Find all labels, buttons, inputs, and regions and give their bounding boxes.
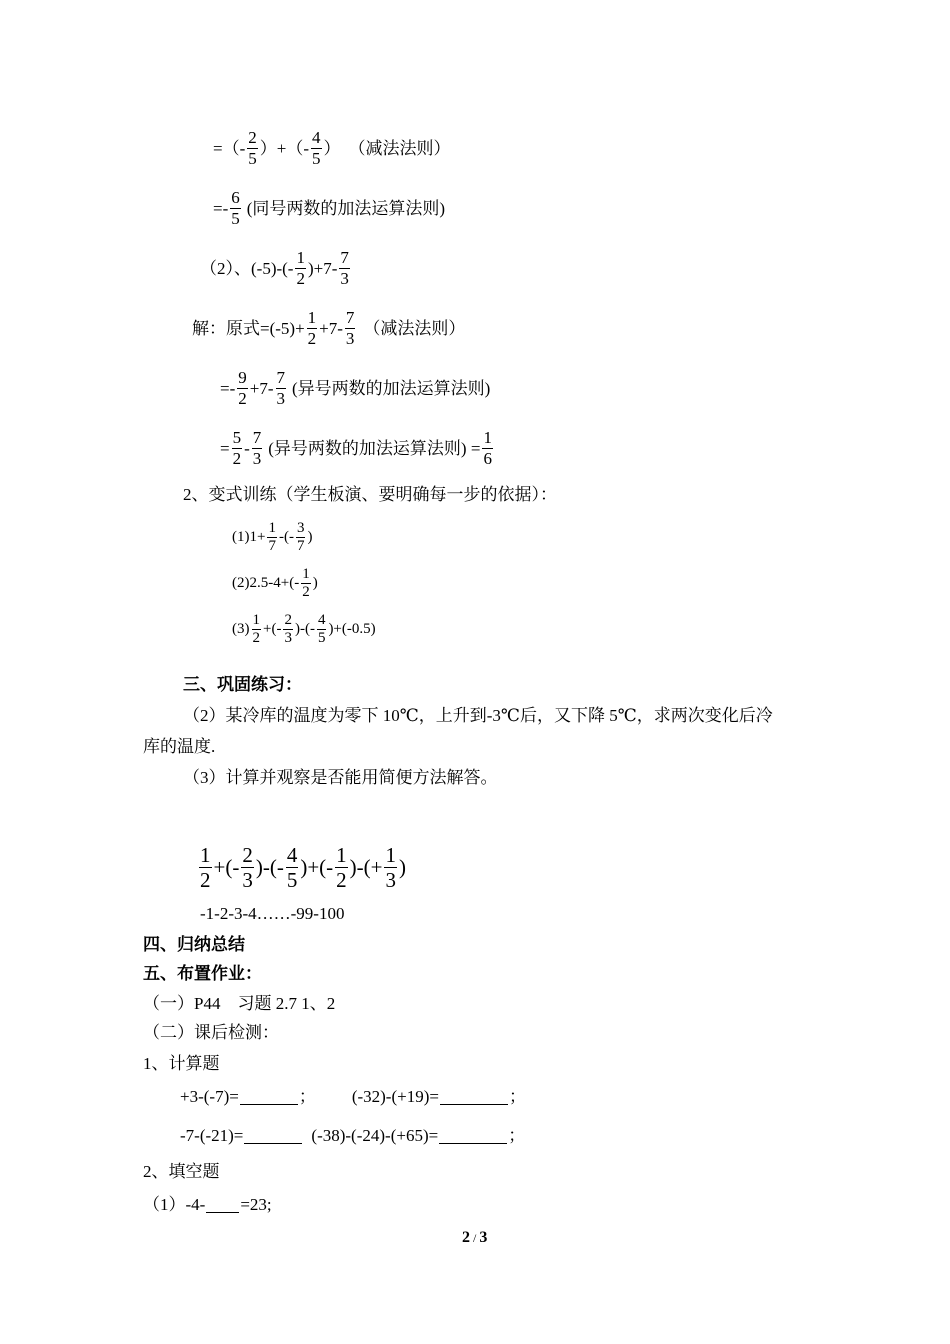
fraction: 1 6 xyxy=(483,428,492,468)
series-expression: -1-2-3-4……-99-100 xyxy=(200,904,345,923)
answer-blank xyxy=(206,1196,239,1213)
fraction: 4 5 xyxy=(312,128,321,168)
answer-blank xyxy=(439,1127,507,1144)
variant-exercise-1 xyxy=(232,520,312,556)
derivation-step-2 xyxy=(213,188,445,228)
fraction: 7 3 xyxy=(345,308,355,348)
text: )+7- xyxy=(307,258,338,278)
solution-line-1 xyxy=(192,308,465,348)
rule-note: (异号两数的加法运算法则) xyxy=(292,378,491,398)
text: = xyxy=(220,438,230,458)
text: =（- xyxy=(213,138,246,158)
page-number xyxy=(462,1230,487,1246)
fraction: 1 2 xyxy=(307,308,317,348)
text: （1）-4- xyxy=(143,1195,206,1214)
fraction: 6 5 xyxy=(231,188,240,228)
rule-note: (异号两数的加法运算法则) = xyxy=(268,438,481,458)
calc-title: 1、计算题 xyxy=(143,1054,220,1073)
section-5-title: 五、布置作业： xyxy=(143,964,262,983)
homework-2: （二）课后检测： xyxy=(143,1023,279,1042)
fraction: 3 7 xyxy=(296,520,305,555)
text: (2)2.5-4+(- xyxy=(232,575,300,592)
practice-q2-line1: （2）某冷库的温度为零下 10℃，上升到-3℃后，又下降 5℃，求两次变化后冷 xyxy=(183,706,773,725)
fraction: 5 2 xyxy=(232,428,242,468)
answer-blank xyxy=(240,1088,298,1105)
separator: ； xyxy=(298,1087,316,1106)
fraction: 1 2 xyxy=(296,248,305,288)
text: +(- xyxy=(263,621,282,638)
separator: ； xyxy=(508,1087,526,1106)
calc-item-3: -7-(-21)= xyxy=(180,1126,244,1145)
rule-note: （减法法则） xyxy=(348,138,451,158)
fraction: 4 5 xyxy=(286,843,298,893)
text: =23; xyxy=(240,1195,272,1214)
section-4-title: 四、归纳总结 xyxy=(143,935,245,954)
answer-blank xyxy=(440,1088,508,1105)
fill-title: 2、填空题 xyxy=(143,1162,220,1181)
variant-heading: 2、变式训练（学生板演、要明确每一步的依据）： xyxy=(183,485,557,504)
text: -(- xyxy=(278,529,294,546)
text: )-(+ xyxy=(349,855,383,880)
fraction: 1 2 xyxy=(336,843,347,893)
practice-q2-line2: 库的温度. xyxy=(143,737,216,756)
fraction: 1 2 xyxy=(302,566,310,601)
fraction: 7 3 xyxy=(252,428,262,468)
fraction: 2 5 xyxy=(248,128,257,168)
calc-item-2: (-32)-(+19)= xyxy=(351,1087,439,1106)
text: )-(- xyxy=(255,855,284,880)
text: )+(- xyxy=(300,855,334,880)
fraction: 1 7 xyxy=(268,520,276,555)
separator: ； xyxy=(508,1126,526,1145)
calc-item-4: (-38)-(-24)-(+65)= xyxy=(311,1126,439,1145)
total-pages: 3 xyxy=(479,1229,488,1246)
practice-expression xyxy=(197,843,406,892)
fill-item-1 xyxy=(143,1196,272,1213)
current-page: 2 xyxy=(462,1229,470,1246)
text: +(- xyxy=(213,855,240,880)
calc-item-1: +3-(-7)= xyxy=(180,1087,239,1106)
text: =- xyxy=(220,378,236,398)
text: +7- xyxy=(319,318,343,338)
problem-2 xyxy=(200,248,352,288)
text: )-(- xyxy=(294,621,315,638)
calc-row-2 xyxy=(180,1127,525,1144)
text: ） xyxy=(323,138,341,158)
text: )+(-0.5) xyxy=(328,621,376,638)
fraction: 4 5 xyxy=(317,612,326,647)
derivation-step-1 xyxy=(213,128,451,168)
variant-exercise-3 xyxy=(232,612,376,648)
variant-exercise-2 xyxy=(232,566,318,602)
text: (1)1+ xyxy=(232,529,266,546)
text: (3) xyxy=(232,621,250,638)
fraction: 7 3 xyxy=(276,368,285,408)
fraction: 1 2 xyxy=(200,843,211,893)
rule-note: （减法法则） xyxy=(363,318,466,338)
answer-blank xyxy=(244,1127,302,1144)
homework-1: （一）P44 习题 2.7 1、2 xyxy=(143,994,336,1013)
text: - xyxy=(244,438,250,458)
section-3-title: 三、巩固练习： xyxy=(183,675,302,694)
text: =- xyxy=(213,198,229,218)
text: ) xyxy=(307,529,313,546)
text: 解：原式=(-5)+ xyxy=(192,318,305,338)
solution-line-2 xyxy=(220,368,490,408)
text: ) xyxy=(398,855,406,880)
fraction: 1 3 xyxy=(385,843,396,893)
page-separator: / xyxy=(473,1231,477,1245)
calc-row-1 xyxy=(180,1088,526,1105)
fraction: 2 3 xyxy=(284,612,292,647)
text: （2）、(-5)-(- xyxy=(200,258,294,278)
text: ）+（- xyxy=(259,138,309,158)
practice-q3: （3）计算并观察是否能用简便方法解答。 xyxy=(183,768,498,787)
text: ) xyxy=(312,575,318,592)
fraction: 9 2 xyxy=(238,368,247,408)
solution-line-3 xyxy=(220,428,495,468)
text: +7- xyxy=(249,378,274,398)
rule-note: (同号两数的加法运算法则) xyxy=(246,198,446,218)
fraction: 2 3 xyxy=(242,843,253,893)
fraction: 7 3 xyxy=(340,248,349,288)
fraction: 1 2 xyxy=(252,612,260,647)
